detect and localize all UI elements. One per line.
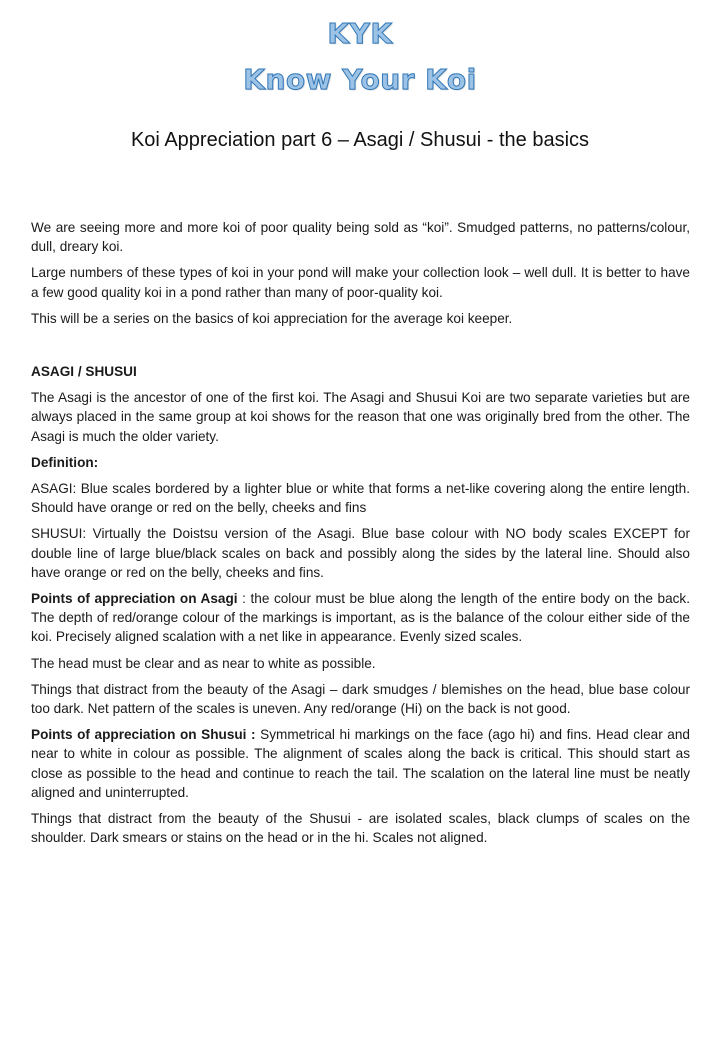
asagi-points-label: Points of appreciation on Asagi [31,591,238,607]
intro-paragraph-1: We are seeing more and more koi of poor quality being sold as “koi”. Smudged patterns, no patterns/colour, dull, dreary koi. [31,220,690,255]
document-subtitle: Koi Appreciation part 6 – Asagi / Shusui - the basics [130,129,590,151]
masthead-title: Know Your Koi [243,63,477,96]
masthead-acronym: KYK [327,17,393,50]
document-body [31,218,690,854]
asagi-distract-paragraph: Things that distract from the beauty of the Asagi – dark smudges / blemishes on the head, blue base colour too dark. Net pattern of the scales is uneven. Any red/orange (Hi) on the back is not good. [31,681,690,717]
history-paragraph: The Asagi is the ancestor of one of the first koi. The Asagi and Shusui Koi are two separate varieties but are always placed in the same group at koi shows for the reason that one was originally bred from the other. The Asagi is much the older variety. [31,390,690,444]
intro-paragraph-3: This will be a series on the basics of koi appreciation for the average koi keeper. [31,310,513,326]
shusui-points-label: Points of appreciation on Shusui : [31,727,256,743]
asagi-definition: ASAGI: Blue scales bordered by a lighter blue or white that forms a net-like covering along the entire length. Should have orange or red on the belly, cheeks and fins [31,481,690,516]
definition-heading: Definition: [31,454,99,470]
shusui-distract-paragraph: Things that distract from the beauty of the Shusui - are isolated scales, black clumps of scales on the shoulder. Dark smears or stains on the head or in the hi. Scales not aligned. [31,811,690,846]
asagi-head-paragraph: The head must be clear and as near to white as possible. [31,655,376,671]
shusui-points-text: Symmetrical hi markings on the face (ago hi) and fins. Head clear and near to white in colour as possible. The alignment of scales along the back is critical. This should start as close as possible to the head and continue to reach the tail. The scalation on the lateral line must be neatly aligned and uninterrupted. [31,727,690,800]
asagi-points-text: : the colour must be blue along the length of the entire body on the back. The depth of red/orange colour of the markings is important, as is the balance of the colour either side of the koi. Precisely aligned scalation with a net like in appearance. Evenly sized scales. [31,591,691,645]
asagi-points-paragraph [31,589,690,647]
section-spacer [31,335,690,362]
intro-paragraph-2: Large numbers of these types of koi in your pond will make your collection look – well dull. It is better to have a few good quality koi in a pond rather than many of poor-quality koi. [31,265,690,300]
section-heading: ASAGI / SHUSUI [31,364,137,380]
shusui-points-paragraph [31,725,690,802]
shusui-definition: SHUSUI: Virtually the Doistsu version of the Asagi. Blue base colour with NO body scales EXCEPT for double line of large blue/black scales on back and possibly along the sides by the lateral line. Should also have orange or red on the belly, cheeks and fins. [31,526,690,580]
